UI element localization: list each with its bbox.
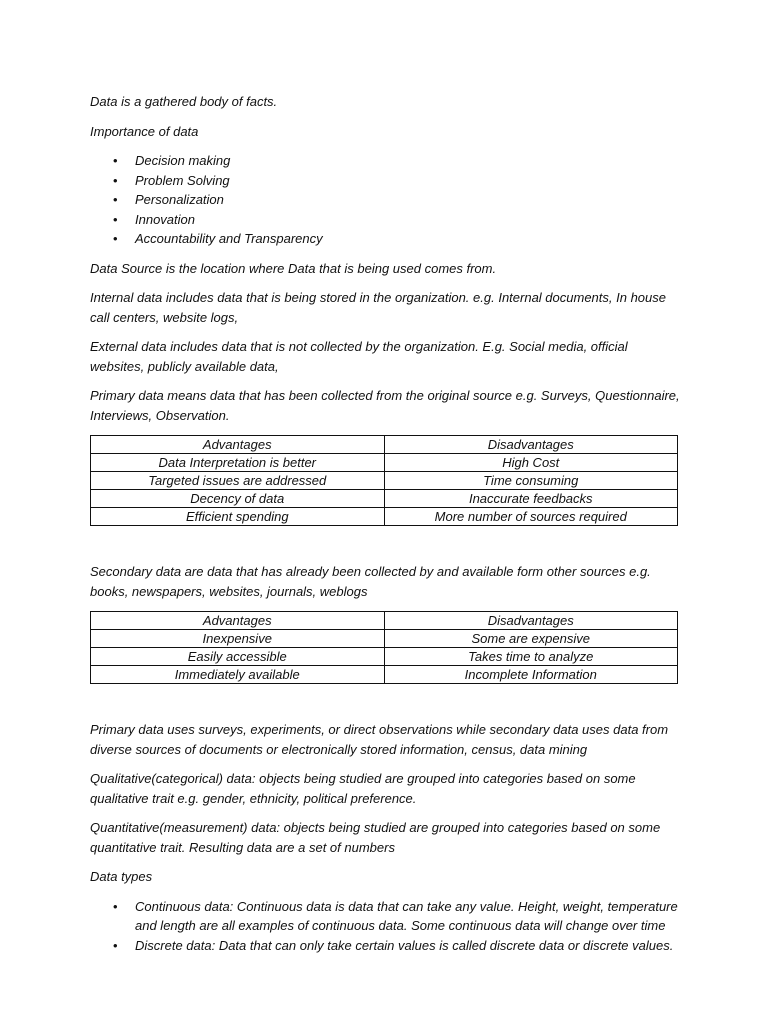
table-header-cell: Disadvantages — [384, 436, 678, 454]
table-cell: Takes time to analyze — [384, 648, 678, 666]
table-row — [91, 630, 678, 648]
table-header-cell: Advantages — [91, 612, 385, 630]
table-row — [91, 508, 678, 526]
intro-paragraph: Data is a gathered body of facts. — [90, 94, 278, 109]
document-page — [90, 92, 680, 965]
qualitative-paragraph: Qualitative(categorical) data: objects being studied are grouped into categories based on some qualitative trait e.g. gender, ethnicity, political preference. — [90, 771, 636, 806]
table-cell: Immediately available — [91, 666, 385, 684]
table-cell: More number of sources required — [384, 508, 678, 526]
table-cell: Time consuming — [384, 472, 678, 490]
table-row — [91, 454, 678, 472]
external-data-paragraph: External data includes data that is not collected by the organization. E.g. Social media, official websites, publicly available data, — [90, 339, 628, 374]
list-item: • Continuous data: Continuous data is data that can take any value. Height, weight, temperature and length are all examples of continuous data. Some continuous data will change over time — [135, 897, 680, 936]
internal-data-paragraph: Internal data includes data that is being stored in the organization. e.g. Internal documents, In house call centers, website logs, — [90, 290, 666, 325]
primary-data-table — [90, 435, 678, 526]
list-item: • Accountability and Transparency — [135, 229, 680, 249]
secondary-data-table — [90, 611, 678, 684]
table-cell: Some are expensive — [384, 630, 678, 648]
list-item: • Innovation — [135, 210, 680, 230]
primary-vs-secondary-paragraph: Primary data uses surveys, experiments, or direct observations while secondary data uses data from diverse sources of documents or electronically stored information, census, data mining — [90, 722, 669, 757]
table-row — [91, 490, 678, 508]
table-cell: High Cost — [384, 454, 678, 472]
primary-data-paragraph: Primary data means data that has been collected from the original source e.g. Surveys, Questionnaire, Interviews, Observation. — [90, 388, 680, 423]
importance-list — [90, 151, 680, 249]
table-header-cell: Disadvantages — [384, 612, 678, 630]
table-row — [91, 666, 678, 684]
importance-heading: Importance of data — [90, 123, 199, 139]
quantitative-paragraph: Quantitative(measurement) data: objects being studied are grouped into categories based on some quantitative trait. Resulting data are a set of numbers — [90, 820, 661, 855]
table-row — [91, 648, 678, 666]
table-header-cell: Advantages — [91, 436, 385, 454]
table-cell: Inaccurate feedbacks — [384, 490, 678, 508]
data-source-paragraph: Data Source is the location where Data that is being used comes from. — [90, 260, 497, 276]
table-header-row — [91, 612, 678, 630]
list-item: • Problem Solving — [135, 171, 680, 191]
table-cell: Data Interpretation is better — [91, 454, 385, 472]
table-cell: Targeted issues are addressed — [91, 472, 385, 490]
table-cell: Inexpensive — [91, 630, 385, 648]
list-item: • Personalization — [135, 190, 680, 210]
table-cell: Efficient spending — [91, 508, 385, 526]
table-header-row — [91, 436, 678, 454]
table-cell: Easily accessible — [91, 648, 385, 666]
list-item: • Decision making — [135, 151, 680, 171]
list-item: • Discrete data: Data that can only take certain values is called discrete data or discrete values. — [135, 936, 680, 956]
data-types-list — [90, 897, 680, 956]
table-cell: Decency of data — [91, 490, 385, 508]
table-row — [91, 472, 678, 490]
data-types-heading: Data types — [90, 869, 153, 884]
table-cell: Incomplete Information — [384, 666, 678, 684]
secondary-data-paragraph: Secondary data are data that has already been collected by and available form other sources e.g. books, newspapers, websites, journals, weblogs — [90, 564, 651, 599]
